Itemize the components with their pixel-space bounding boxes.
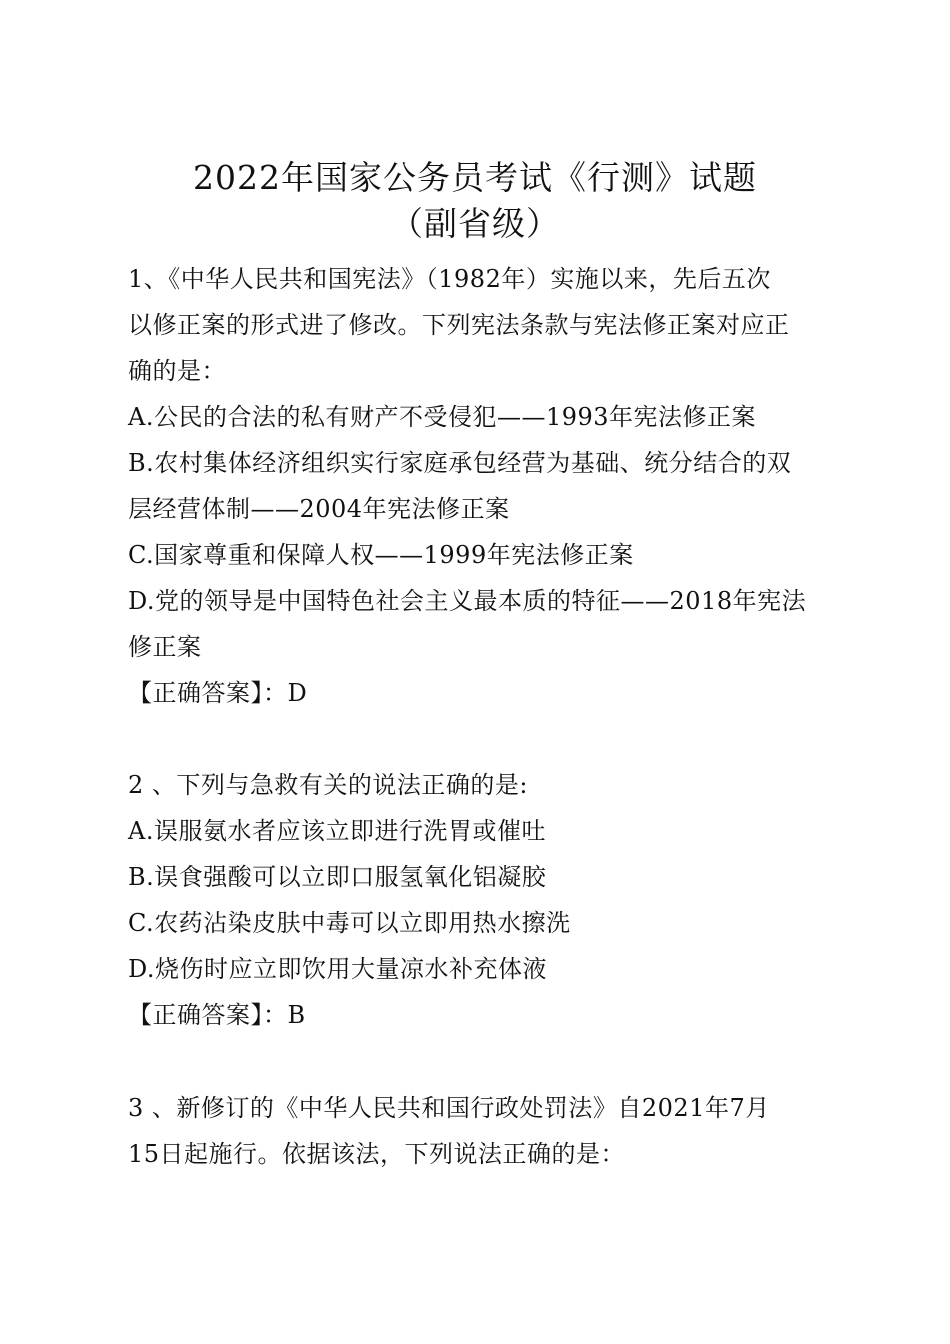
question-1-option-d-line-1: D.党的领导是中国特色社会主义最本质的特征——2018年宪法: [128, 587, 807, 615]
question-2-option-b: B.误食强酸可以立即口服氢氧化铝凝胶: [128, 863, 547, 891]
question-2-option-d: D.烧伤时应立即饮用大量凉水补充体液: [128, 955, 548, 983]
question-3-stem-line-2: 15日起施行。依据该法，下列说法正确的是：: [128, 1140, 626, 1168]
question-2-option-c: C.农药沾染皮肤中毒可以立即用热水擦洗: [128, 909, 571, 937]
question-2-answer: 【正确答案】：B: [128, 1001, 306, 1029]
page-title: 2022年国家公务员考试《行测》试题: [193, 158, 757, 197]
question-1-option-c: C.国家尊重和保障人权——1999年宪法修正案: [128, 541, 634, 569]
question-3-stem-line-1: 3 、新修订的《中华人民共和国行政处罚法》自2021年7月: [128, 1094, 770, 1122]
question-1-option-a: A.公民的合法的私有财产不受侵犯——1993年宪法修正案: [128, 403, 757, 431]
question-2-option-a: A.误服氨水者应该立即进行洗胃或催吐: [128, 817, 546, 845]
question-1-stem-line-3: 确的是：: [128, 357, 226, 385]
question-1-option-d-line-2: 修正案: [128, 633, 202, 661]
question-1-answer: 【正确答案】：D: [128, 679, 308, 707]
page-subtitle: （副省级）: [390, 204, 560, 243]
question-1-stem-line-1: 1、《中华人民共和国宪法》（1982年）实施以来，先后五次: [128, 265, 771, 293]
question-1-stem-line-2: 以修正案的形式进了修改。下列宪法条款与宪法修正案对应正: [128, 311, 790, 339]
question-2-stem: 2 、下列与急救有关的说法正确的是:: [128, 771, 528, 799]
question-1-option-b-line-2: 层经营体制——2004年宪法修正案: [128, 495, 510, 523]
question-1-option-b-line-1: B.农村集体经济组织实行家庭承包经营为基础、统分结合的双: [128, 449, 792, 477]
